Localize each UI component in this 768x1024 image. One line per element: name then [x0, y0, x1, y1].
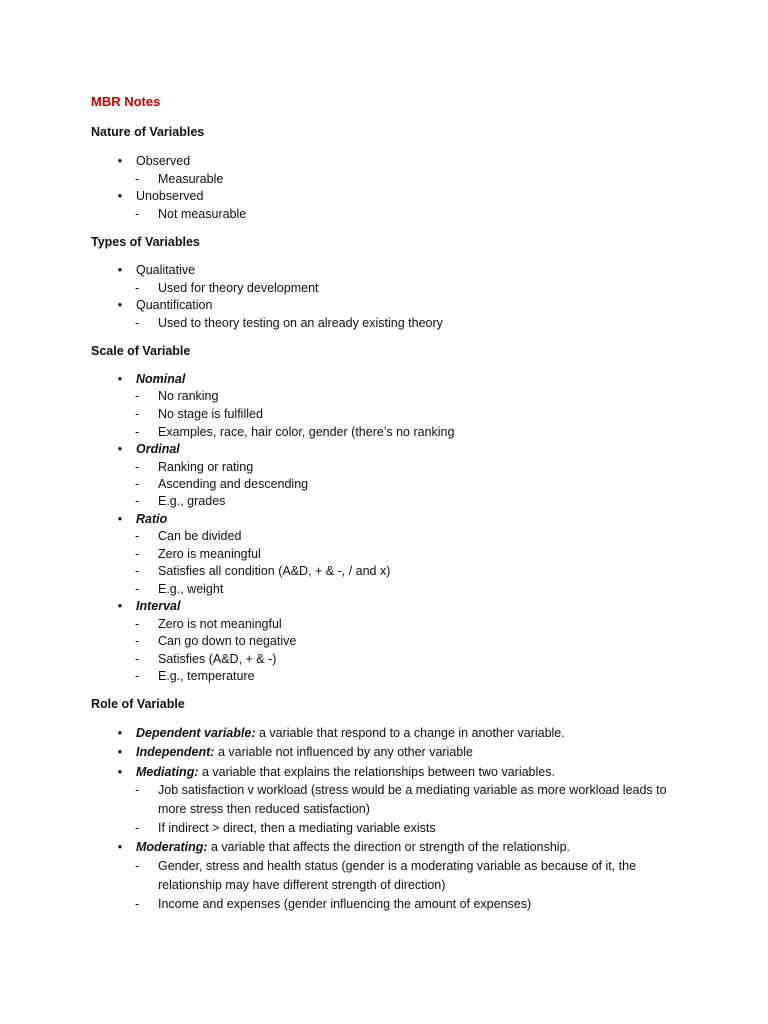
- bullet-icon: •: [117, 263, 123, 277]
- dash-icon: -: [135, 494, 140, 508]
- list-item-independent: [136, 744, 473, 760]
- term-description: a variable that explains the relationships between two variables.: [198, 765, 555, 779]
- dash-icon: -: [135, 389, 140, 403]
- list-item: Observed: [136, 154, 191, 168]
- bullet-icon: •: [117, 372, 123, 386]
- heading-scale-of-variable: Scale of Variable: [91, 344, 191, 358]
- dash-icon: -: [135, 407, 140, 421]
- dash-icon: -: [135, 783, 140, 797]
- sub-list-item: Ascending and descending: [158, 477, 309, 491]
- term-label: Moderating:: [136, 840, 208, 854]
- sub-list-item: E.g., weight: [158, 582, 224, 596]
- term-label: Independent:: [136, 745, 215, 759]
- sub-list-item: E.g., temperature: [158, 669, 255, 683]
- heading-role-of-variable: Role of Variable: [91, 697, 185, 711]
- dash-icon: -: [135, 582, 140, 596]
- term-label: Mediating:: [136, 765, 199, 779]
- term-description: a variable not influenced by any other variable: [214, 745, 473, 759]
- document-title: MBR Notes: [91, 94, 161, 109]
- term-description: a variable that affects the direction or strength of the relationship.: [207, 840, 571, 854]
- sub-list-item: Job satisfaction v workload (stress would be a mediating variable as more workload leads to: [158, 783, 667, 797]
- bullet-icon: •: [117, 599, 123, 613]
- bullet-icon: •: [117, 298, 123, 312]
- sub-list-item: If indirect > direct, then a mediating variable exists: [158, 821, 436, 835]
- dash-icon: -: [135, 477, 140, 491]
- sub-list-item: Used to theory testing on an already existing theory: [158, 316, 443, 330]
- list-item: Qualitative: [136, 263, 196, 277]
- dash-icon: -: [135, 547, 140, 561]
- dash-icon: -: [135, 617, 140, 631]
- sub-list-item: No stage is fulfilled: [158, 407, 263, 421]
- sub-list-item: No ranking: [158, 389, 219, 403]
- dash-icon: -: [135, 460, 140, 474]
- dash-icon: -: [135, 529, 140, 543]
- sub-list-item: Measurable: [158, 172, 224, 186]
- dash-icon: -: [135, 316, 140, 330]
- list-item-ordinal: Ordinal: [136, 442, 180, 456]
- sub-list-item: Ranking or rating: [158, 460, 254, 474]
- sub-list-item: Satisfies all condition (A&D, + & -, / and x): [158, 564, 391, 578]
- bullet-icon: •: [117, 745, 123, 759]
- dash-icon: -: [135, 634, 140, 648]
- sub-list-item: Zero is meaningful: [158, 547, 261, 561]
- sub-list-item-continued: more stress then reduced satisfaction): [158, 802, 370, 816]
- sub-list-item: Can be divided: [158, 529, 242, 543]
- heading-nature-of-variables: Nature of Variables: [91, 125, 205, 139]
- heading-types-of-variables: Types of Variables: [91, 235, 200, 249]
- dash-icon: -: [135, 669, 140, 683]
- sub-list-item: Not measurable: [158, 207, 247, 221]
- list-item-interval: Interval: [136, 599, 181, 613]
- bullet-icon: •: [117, 726, 123, 740]
- sub-list-item: Zero is not meaningful: [158, 617, 282, 631]
- dash-icon: -: [135, 425, 140, 439]
- list-item-ratio: Ratio: [136, 512, 168, 526]
- list-item: Unobserved: [136, 189, 204, 203]
- term-label: Dependent variable:: [136, 726, 256, 740]
- dash-icon: -: [135, 652, 140, 666]
- dash-icon: -: [135, 564, 140, 578]
- dash-icon: -: [135, 172, 140, 186]
- bullet-icon: •: [117, 765, 123, 779]
- dash-icon: -: [135, 281, 140, 295]
- sub-list-item-continued: relationship may have different strength of direction): [158, 878, 446, 892]
- sub-list-item: Can go down to negative: [158, 634, 297, 648]
- bullet-icon: •: [117, 840, 123, 854]
- list-item: Quantification: [136, 298, 213, 312]
- list-item-nominal: Nominal: [136, 372, 186, 386]
- dash-icon: -: [135, 859, 140, 873]
- sub-list-item: Used for theory development: [158, 281, 319, 295]
- dash-icon: -: [135, 897, 140, 911]
- list-item-dependent: [136, 725, 565, 741]
- dash-icon: -: [135, 821, 140, 835]
- bullet-icon: •: [117, 512, 123, 526]
- list-item-mediating: [136, 764, 555, 780]
- sub-list-item: Satisfies (A&D, + & -): [158, 652, 277, 666]
- sub-list-item: Income and expenses (gender influencing the amount of expenses): [158, 897, 532, 911]
- sub-list-item: E.g., grades: [158, 494, 226, 508]
- bullet-icon: •: [117, 442, 123, 456]
- dash-icon: -: [135, 207, 140, 221]
- sub-list-item: Gender, stress and health status (gender is a moderating variable as because of it, the: [158, 859, 637, 873]
- bullet-icon: •: [117, 154, 123, 168]
- bullet-icon: •: [117, 189, 123, 203]
- term-description: a variable that respond to a change in another variable.: [255, 726, 565, 740]
- sub-list-item: Examples, race, hair color, gender (there’s no ranking: [158, 425, 455, 439]
- list-item-moderating: [136, 839, 570, 855]
